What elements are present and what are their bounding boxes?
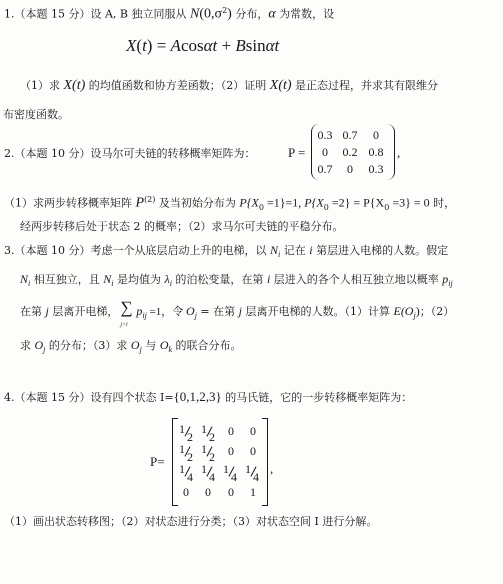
fraction — [179, 442, 193, 464]
q2-line3: 经两步转移后处于状态 2 的概率；（2）求马尔可夫链的平稳分布。 — [20, 220, 344, 233]
q1-text: 为常数，设 — [275, 7, 335, 21]
math-at: αt — [265, 36, 280, 55]
math-paren: ) — [415, 304, 420, 318]
q3-text: 第层进入电梯的人数。假定 — [312, 244, 449, 257]
math-PX: P{X — [239, 195, 259, 210]
q4-matrix — [172, 418, 268, 506]
math-Xt: X(t) — [269, 78, 292, 93]
q3-text: 的联合分布。 — [172, 339, 242, 352]
q4-line1 — [4, 390, 412, 405]
math-sub: ij — [142, 311, 147, 321]
math-sub: i — [111, 279, 114, 289]
math-X: X — [126, 36, 137, 55]
math-B: B — [235, 36, 246, 55]
math-t: t — [142, 36, 147, 55]
matrix-cell: 0.7 — [342, 128, 358, 142]
math-O: O — [34, 338, 44, 352]
matrix-cell: 0 — [373, 128, 379, 142]
q1-text: 1.（本题 15 分）设 A, B 独立同服从 — [4, 7, 190, 21]
q2-P-label: P = — [288, 145, 306, 160]
matrix-cell: 0 — [250, 444, 256, 458]
math-sub: j — [194, 311, 197, 321]
math-Xt: X(t) — [63, 78, 86, 93]
math-sub: j — [139, 345, 142, 355]
q4-text: 4.（本题 15 分）设有四个状态 I= — [4, 391, 174, 404]
math-N: N — [20, 272, 29, 286]
q3-text: 的分布；（3）求 — [45, 339, 131, 352]
q2-comma: , — [397, 145, 401, 160]
frac-num: 1 — [179, 462, 185, 476]
frac-den: 2 — [187, 450, 193, 464]
q1-formula — [126, 36, 279, 56]
math-N: N — [103, 272, 112, 286]
math-sub: i — [28, 279, 31, 289]
q2-text: 及当初始分布为 — [155, 196, 240, 210]
frac-den: 4 — [231, 470, 237, 484]
q3-text: 层进入的各个人相互独立地以概率 — [270, 273, 443, 286]
frac-den: 4 — [209, 470, 215, 484]
matrix-cell: 0 — [228, 424, 234, 438]
math-at: αt — [203, 36, 218, 55]
q3-text: 与 — [141, 339, 160, 352]
math-args: (0,σ — [199, 6, 223, 22]
q3-line1 — [4, 243, 448, 262]
q1-line3 — [20, 79, 438, 93]
q2-text: 时， — [429, 196, 456, 210]
matrix-cell: 0 — [250, 424, 256, 438]
right-bracket — [262, 418, 268, 506]
fraction — [201, 422, 215, 444]
q4-comma: , — [270, 461, 274, 476]
q3-line4 — [20, 338, 242, 357]
math-set: {0,1,2,3} — [173, 389, 222, 404]
matrix-cell: 0 — [183, 485, 189, 499]
q1-text: 的均值函数和协方差函数；（2）证明 — [85, 79, 270, 92]
q3-text: 在第 — [20, 305, 46, 318]
matrix-cell — [198, 463, 218, 485]
matrix-cell: 0 — [228, 444, 234, 458]
matrix-cell: 0.2 — [342, 145, 358, 159]
q3-text: 求 — [20, 339, 35, 352]
frac-num: 1 — [201, 422, 207, 436]
math-p: p — [136, 304, 143, 318]
right-paren — [387, 124, 395, 180]
q3-line3 — [20, 298, 455, 328]
math-eq: ) = — [146, 36, 171, 55]
math-P: P — [135, 195, 145, 211]
frac-num: 1 — [201, 462, 207, 476]
math-paren: ( — [136, 36, 143, 55]
frac-den: 2 — [209, 430, 215, 444]
math-O: O — [159, 338, 169, 352]
matrix-cell: 1 — [250, 485, 256, 499]
frac-den: 4 — [253, 470, 259, 484]
frac-num: 1 — [179, 422, 185, 436]
fraction — [201, 442, 215, 464]
math-N: N — [190, 6, 200, 22]
q3-text: 是均值为 — [113, 273, 165, 286]
math-sum-index: j>i — [120, 322, 128, 328]
q1-text: （1）求 — [20, 79, 64, 92]
frac-num: 1 — [223, 462, 229, 476]
math-sum: ∑ — [120, 298, 133, 317]
math-cos: cos — [180, 36, 204, 55]
sum-symbol — [118, 298, 136, 328]
q3-text: 记在 — [280, 244, 310, 257]
matrix-cell: 0 — [347, 162, 353, 176]
q1-line4: 布密度函数。 — [3, 108, 69, 121]
math-close: ) — [227, 6, 232, 22]
math-i: i — [309, 243, 313, 257]
q2-matrix — [311, 124, 395, 180]
frac-num: 1 — [201, 442, 207, 456]
math-N: N — [269, 243, 278, 257]
math-sub: 0 — [384, 202, 390, 212]
frac-num: 1 — [245, 462, 251, 476]
fraction — [223, 462, 237, 484]
matrix-cell: 0.8 — [368, 145, 384, 159]
math-sub: j — [413, 311, 416, 321]
math-sup: (2) — [144, 195, 156, 204]
q3-text: 相互独立，且 — [30, 273, 104, 286]
frac-den: 4 — [187, 470, 193, 484]
math-text: =3} = 0 — [389, 195, 430, 210]
q2-line1: 2.（本题 10 分）设马尔可夫链的转移概率矩阵为： — [4, 147, 256, 160]
math-sub: j — [43, 345, 46, 355]
matrix-cell: 0.3 — [368, 162, 384, 176]
math-sub: 0 — [258, 202, 264, 212]
matrix-cell: 0 — [205, 485, 211, 499]
q3-text: 3.（本题 10 分）考虑一个从底层启动上升的电梯，以 — [4, 244, 270, 257]
q3-text: 层离开电梯的人数。（1）计算 — [241, 305, 394, 318]
q3-text: 的泊松变量，在第 — [171, 273, 267, 286]
q3-line2 — [20, 272, 453, 291]
q2-text: （1）求两步转移概率矩阵 — [4, 196, 136, 210]
frac-den: 2 — [187, 430, 193, 444]
fraction — [179, 462, 193, 484]
fraction — [179, 422, 193, 444]
q3-text: =1，令 — [146, 306, 187, 318]
math-PX: P{X — [304, 195, 324, 210]
q4-text: 的马氏链，它的一步转移概率矩阵为： — [221, 391, 413, 404]
math-sub: ij — [448, 279, 453, 289]
math-lambda: λ — [164, 272, 170, 286]
q2-line2 — [4, 193, 455, 215]
math-i: i — [266, 272, 271, 286]
math-A: A — [170, 36, 181, 55]
matrix-cell — [176, 463, 196, 485]
math-O: O — [130, 338, 140, 352]
q1-text: 分布， — [231, 7, 269, 21]
math-text: =1}=1, — [263, 195, 305, 210]
q3-text: ；（2） — [419, 305, 455, 318]
matrix-cell: 0 — [322, 145, 328, 159]
math-sub: k — [168, 345, 173, 355]
math-j: j — [45, 304, 49, 318]
math-alpha: α — [268, 6, 276, 22]
frac-num: 1 — [179, 442, 185, 456]
math-sub: i — [278, 250, 281, 260]
math-j: j — [238, 304, 242, 318]
matrix-cell: 0.3 — [317, 128, 333, 142]
fraction — [245, 462, 259, 484]
math-sub: i — [169, 279, 172, 289]
q1-text: 是正态过程，并求其有限维分 — [291, 79, 439, 92]
frac-den: 2 — [209, 450, 215, 464]
q4-line-last: （1）画出状态转移图；（2）对状态进行分类；（3）对状态空间 I 进行分解。 — [4, 515, 378, 528]
math-EO: E(O — [393, 304, 414, 318]
math-plus: + — [217, 36, 236, 55]
math-O: O — [186, 304, 195, 318]
math-sub: 0 — [323, 202, 329, 212]
math-sup: 2 — [222, 6, 228, 15]
q4-P-label: P= — [150, 454, 165, 469]
math-sin: sin — [245, 36, 266, 55]
math-p: p — [442, 272, 449, 286]
matrix-cell: 0 — [228, 485, 234, 499]
matrix-cell — [220, 463, 240, 485]
q3-text: = 在第 — [196, 305, 239, 318]
matrix-cell: 0.7 — [317, 162, 333, 176]
matrix-cell — [242, 463, 262, 485]
math-text: =2} = P{X — [328, 195, 385, 210]
fraction — [201, 462, 215, 484]
q3-text: 层离开电梯， — [48, 305, 119, 318]
q1-line1 — [4, 4, 334, 22]
